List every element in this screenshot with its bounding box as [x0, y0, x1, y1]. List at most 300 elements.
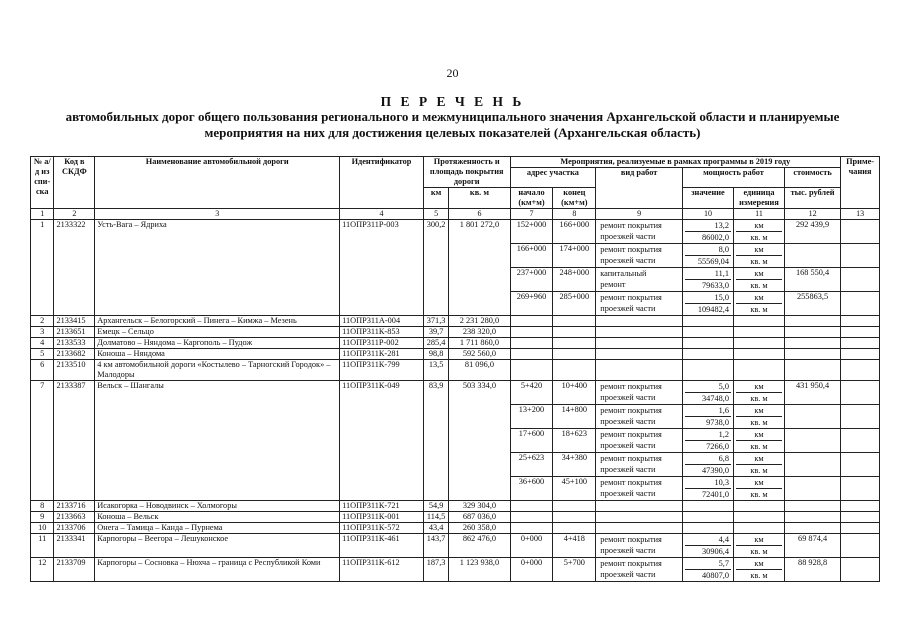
event-cost: [785, 501, 841, 512]
road-identifier: 11ОПР311Р-002: [340, 338, 424, 349]
road-identifier: 11ОПР311К-001: [340, 512, 424, 523]
section-start: 152+000: [510, 220, 553, 244]
unit-km: км: [736, 244, 782, 256]
table-row: [31, 501, 880, 512]
notes-cell: [841, 558, 880, 582]
section-end: 10+400: [553, 381, 596, 405]
work-type: [596, 381, 683, 405]
event-cost: [785, 453, 841, 477]
event-cost: 168 550,4: [785, 268, 841, 292]
header-num: № а/д из спи- ска: [31, 157, 54, 209]
notes-cell: [841, 327, 880, 338]
section-end: [553, 327, 596, 338]
road-length-km: 114,5: [423, 512, 449, 523]
row-number: 10: [31, 523, 54, 534]
event-cost: [785, 244, 841, 268]
notes-cell: [841, 429, 880, 453]
capacity-value: [682, 349, 733, 360]
column-number: 11: [733, 209, 784, 220]
row-number: 4: [31, 338, 54, 349]
table-row: [31, 327, 880, 338]
road-length-km: 371,3: [423, 316, 449, 327]
section-start: [510, 523, 553, 534]
road-identifier: 11ОПР311А-004: [340, 316, 424, 327]
road-area-sqm: 260 358,0: [449, 523, 510, 534]
column-number: 9: [596, 209, 683, 220]
event-cost: 69 874,4: [785, 534, 841, 558]
event-cost: 88 928,8: [785, 558, 841, 582]
capacity-unit: [733, 292, 784, 316]
capacity-value: [682, 453, 733, 477]
header-start: начало (км+м): [510, 188, 553, 209]
road-name: Коноша – Вельск: [95, 512, 340, 523]
column-number: 7: [510, 209, 553, 220]
section-end: 5+700: [553, 558, 596, 582]
capacity-unit: [733, 523, 784, 534]
road-length-km: 143,7: [423, 534, 449, 558]
section-start: [510, 360, 553, 381]
event-cost: [785, 316, 841, 327]
capacity-area: 34748,0: [702, 394, 729, 403]
unit-km: км: [736, 429, 782, 441]
column-number: 6: [449, 209, 510, 220]
road-name: Долматово – Няндома – Каргополь – Пудож: [95, 338, 340, 349]
event-cost: 292 439,9: [785, 220, 841, 244]
road-identifier: 11ОПР311К-461: [340, 534, 424, 558]
road-area-sqm: 1 123 938,0: [449, 558, 510, 582]
capacity-km: 5,0: [685, 381, 731, 393]
road-area-sqm: 81 096,0: [449, 360, 510, 381]
road-identifier: 11ОПР311К-049: [340, 381, 424, 501]
row-number: 11: [31, 534, 54, 558]
event-cost: [785, 429, 841, 453]
header-code: Код в СКДФ: [54, 157, 95, 209]
capacity-km: 5,7: [685, 558, 731, 570]
capacity-value: [682, 381, 733, 405]
capacity-unit: [733, 268, 784, 292]
capacity-km: 1,2: [685, 429, 731, 441]
column-number: 8: [553, 209, 596, 220]
section-start: 166+000: [510, 244, 553, 268]
capacity-area: 109482,4: [697, 305, 729, 314]
event-cost: [785, 405, 841, 429]
unit-km: км: [736, 268, 782, 280]
work-type: [596, 534, 683, 558]
header-unit: единица измерения: [733, 188, 784, 209]
section-end: [553, 360, 596, 381]
capacity-unit: [733, 558, 784, 582]
table-row: [31, 360, 880, 381]
capacity-value: [682, 292, 733, 316]
header-ident: Идентификатор: [340, 157, 424, 209]
capacity-value: [682, 429, 733, 453]
capacity-value: [682, 360, 733, 381]
work-type-line: проезжей части: [600, 489, 656, 498]
unit-km: км: [736, 558, 782, 570]
work-type: [596, 453, 683, 477]
capacity-unit: [733, 405, 784, 429]
notes-cell: [841, 268, 880, 292]
work-type-line: проезжей части: [600, 546, 656, 555]
road-code: 2133322: [54, 220, 95, 316]
row-number: 9: [31, 512, 54, 523]
document-subtitle: автомобильных дорог общего пользования регионального и межмуниципального значения Архангельской области и планируемые мероприятия на них для достижения целевых показателей (Архангельская область): [65, 109, 840, 140]
work-type-line: ремонт покрытия: [600, 406, 662, 415]
table-row: [31, 338, 880, 349]
section-start: [510, 501, 553, 512]
capacity-km: 8,0: [685, 244, 731, 256]
header-address: адрес участка: [510, 168, 596, 188]
row-number: 2: [31, 316, 54, 327]
row-number: 12: [31, 558, 54, 582]
work-type-line: ремонт покрытия: [600, 382, 662, 391]
work-type-line: капитальный: [600, 269, 647, 278]
section-end: 174+000: [553, 244, 596, 268]
section-start: [510, 512, 553, 523]
section-end: 18+623: [553, 429, 596, 453]
road-area-sqm: 687 036,0: [449, 512, 510, 523]
notes-cell: [841, 477, 880, 501]
notes-cell: [841, 453, 880, 477]
unit-sqm: кв. м: [750, 394, 768, 403]
unit-sqm: кв. м: [750, 547, 768, 556]
road-length-km: 285,4: [423, 338, 449, 349]
road-identifier: 11ОПР311К-281: [340, 349, 424, 360]
table-row: [31, 523, 880, 534]
work-type: [596, 523, 683, 534]
header-value: значение: [682, 188, 733, 209]
section-end: [553, 501, 596, 512]
section-start: 5+420: [510, 381, 553, 405]
column-number: 10: [682, 209, 733, 220]
table-row: [31, 349, 880, 360]
event-cost: [785, 512, 841, 523]
column-number: 4: [340, 209, 424, 220]
work-type-line: ремонт покрытия: [600, 221, 662, 230]
road-code: 2133706: [54, 523, 95, 534]
table-row: [31, 220, 880, 244]
work-type-line: ремонт покрытия: [600, 245, 662, 254]
road-identifier: 11ОПР311Р-003: [340, 220, 424, 316]
notes-cell: [841, 338, 880, 349]
notes-cell: [841, 381, 880, 405]
section-end: 248+000: [553, 268, 596, 292]
notes-cell: [841, 292, 880, 316]
section-start: 17+600: [510, 429, 553, 453]
section-end: 34+380: [553, 453, 596, 477]
capacity-value: [682, 405, 733, 429]
road-area-sqm: 1 801 272,0: [449, 220, 510, 316]
work-type: [596, 338, 683, 349]
notes-cell: [841, 512, 880, 523]
capacity-area: 55569,04: [697, 257, 729, 266]
row-number: 3: [31, 327, 54, 338]
capacity-km: 6,8: [685, 453, 731, 465]
road-area-sqm: 503 334,0: [449, 381, 510, 501]
road-area-sqm: 1 711 860,0: [449, 338, 510, 349]
section-end: 4+418: [553, 534, 596, 558]
work-type-line: проезжей части: [600, 465, 656, 474]
work-type: [596, 501, 683, 512]
unit-km: км: [736, 534, 782, 546]
road-length-km: 187,3: [423, 558, 449, 582]
road-area-sqm: 862 476,0: [449, 534, 510, 558]
capacity-unit: [733, 512, 784, 523]
header-capacity: мощность работ: [682, 168, 784, 188]
road-length-km: 13,5: [423, 360, 449, 381]
table-header: [31, 157, 880, 220]
section-end: [553, 512, 596, 523]
header-notes: Приме- чания: [841, 157, 880, 209]
unit-sqm: кв. м: [750, 281, 768, 290]
unit-sqm: кв. м: [750, 418, 768, 427]
table-row: [31, 534, 880, 558]
road-length-km: 54,9: [423, 501, 449, 512]
work-type: [596, 220, 683, 244]
column-number: 12: [785, 209, 841, 220]
header-end: конец (км+м): [553, 188, 596, 209]
road-name: Карпогоры – Веегора – Лешуконское: [95, 534, 340, 558]
road-code: 2133663: [54, 512, 95, 523]
capacity-area: 9738,0: [706, 418, 729, 427]
capacity-unit: [733, 349, 784, 360]
road-name: Исакогорка – Новодвинск – Холмогоры: [95, 501, 340, 512]
event-cost: [785, 327, 841, 338]
unit-km: км: [736, 292, 782, 304]
unit-km: км: [736, 477, 782, 489]
capacity-value: [682, 327, 733, 338]
column-number: 3: [95, 209, 340, 220]
road-length-km: 39,7: [423, 327, 449, 338]
section-end: 166+000: [553, 220, 596, 244]
notes-cell: [841, 523, 880, 534]
table-row: [31, 558, 880, 582]
unit-sqm: кв. м: [750, 490, 768, 499]
unit-sqm: кв. м: [750, 257, 768, 266]
work-type: [596, 405, 683, 429]
work-type-line: ремонт покрытия: [600, 430, 662, 439]
unit-sqm: кв. м: [750, 305, 768, 314]
capacity-unit: [733, 477, 784, 501]
header-work: вид работ: [596, 168, 683, 209]
capacity-unit: [733, 338, 784, 349]
notes-cell: [841, 349, 880, 360]
header-sqm: кв. м: [449, 188, 510, 209]
unit-km: км: [736, 405, 782, 417]
work-type-line: проезжей части: [600, 417, 656, 426]
column-numbers-row: [31, 209, 880, 220]
capacity-value: [682, 512, 733, 523]
road-identifier: 11ОПР311К-853: [340, 327, 424, 338]
section-end: [553, 523, 596, 534]
capacity-km: 11,1: [685, 268, 731, 280]
work-type: [596, 360, 683, 381]
column-number: 5: [423, 209, 449, 220]
notes-cell: [841, 244, 880, 268]
capacity-km: 13,2: [685, 220, 731, 232]
work-type: [596, 327, 683, 338]
road-length-km: 43,4: [423, 523, 449, 534]
work-type-line: проезжей части: [600, 393, 656, 402]
road-code: 2133387: [54, 381, 95, 501]
event-cost: [785, 523, 841, 534]
road-identifier: 11ОПР311К-612: [340, 558, 424, 582]
section-end: 285+000: [553, 292, 596, 316]
work-type: [596, 558, 683, 582]
capacity-value: [682, 534, 733, 558]
work-type: [596, 244, 683, 268]
capacity-area: 86002,0: [702, 233, 729, 242]
work-type: [596, 292, 683, 316]
section-start: 0+000: [510, 558, 553, 582]
capacity-area: 72401,0: [702, 490, 729, 499]
unit-km: км: [736, 381, 782, 393]
row-number: 7: [31, 381, 54, 501]
work-type: [596, 349, 683, 360]
capacity-unit: [733, 453, 784, 477]
road-name: 4 км автомобильной дороги «Костылево – Тарногский Городок» – Малодоры: [95, 360, 340, 381]
capacity-value: [682, 316, 733, 327]
capacity-unit: [733, 381, 784, 405]
road-code: 2133510: [54, 360, 95, 381]
road-area-sqm: 592 560,0: [449, 349, 510, 360]
event-cost: 255863,5: [785, 292, 841, 316]
table-row: [31, 381, 880, 405]
section-start: 0+000: [510, 534, 553, 558]
capacity-unit: [733, 429, 784, 453]
section-start: [510, 338, 553, 349]
capacity-unit: [733, 501, 784, 512]
section-start: [510, 349, 553, 360]
notes-cell: [841, 316, 880, 327]
road-code: 2133533: [54, 338, 95, 349]
work-type-line: ремонт покрытия: [600, 559, 662, 568]
capacity-km: 1,6: [685, 405, 731, 417]
column-number: 13: [841, 209, 880, 220]
capacity-area: 7266,0: [706, 442, 729, 451]
event-cost: [785, 338, 841, 349]
work-type-line: ремонт покрытия: [600, 293, 662, 302]
road-name: Онега – Тамица – Канда – Пурнема: [95, 523, 340, 534]
road-area-sqm: 329 304,0: [449, 501, 510, 512]
header-km: км: [423, 188, 449, 209]
section-end: 14+800: [553, 405, 596, 429]
row-number: 5: [31, 349, 54, 360]
capacity-unit: [733, 244, 784, 268]
work-type: [596, 316, 683, 327]
work-type-line: ремонт покрытия: [600, 535, 662, 544]
unit-sqm: кв. м: [750, 233, 768, 242]
work-type: [596, 512, 683, 523]
capacity-value: [682, 477, 733, 501]
road-name: Архангельск – Белогорский – Пинега – Кимжа – Мезень: [95, 316, 340, 327]
section-end: 45+100: [553, 477, 596, 501]
header-name: Наименование автомобильной дороги: [95, 157, 340, 209]
capacity-value: [682, 244, 733, 268]
section-end: [553, 316, 596, 327]
work-type-line: проезжей части: [600, 232, 656, 241]
capacity-unit: [733, 316, 784, 327]
section-start: [510, 327, 553, 338]
header-length: Протяженность и площадь покрытия дороги: [423, 157, 510, 188]
section-start: 25+623: [510, 453, 553, 477]
road-code: 2133341: [54, 534, 95, 558]
column-number: 1: [31, 209, 54, 220]
road-identifier: 11ОПР311К-572: [340, 523, 424, 534]
header-cost-unit: тыс. рублей: [785, 188, 841, 209]
table-row: [31, 512, 880, 523]
road-name: Карпогоры – Сосновка – Нюхча – граница с Республикой Коми: [95, 558, 340, 582]
section-start: 269+960: [510, 292, 553, 316]
road-length-km: 83,9: [423, 381, 449, 501]
page-number: 20: [446, 66, 459, 80]
capacity-km: 4,4: [685, 534, 731, 546]
road-code: 2133682: [54, 349, 95, 360]
unit-sqm: кв. м: [750, 442, 768, 451]
road-name: Коноша – Няндома: [95, 349, 340, 360]
section-start: [510, 316, 553, 327]
table-body: [31, 220, 880, 582]
capacity-area: 40807,0: [702, 571, 729, 580]
unit-km: км: [736, 453, 782, 465]
capacity-value: [682, 558, 733, 582]
table-row: [31, 316, 880, 327]
section-end: [553, 349, 596, 360]
row-number: 6: [31, 360, 54, 381]
capacity-value: [682, 220, 733, 244]
work-type-line: проезжей части: [600, 256, 656, 265]
work-type: [596, 268, 683, 292]
header-cost: стоимость: [785, 168, 841, 188]
notes-cell: [841, 360, 880, 381]
section-start: 36+600: [510, 477, 553, 501]
section-start: 13+200: [510, 405, 553, 429]
road-code: 2133709: [54, 558, 95, 582]
unit-km: км: [736, 220, 782, 232]
road-area-sqm: 238 320,0: [449, 327, 510, 338]
work-type: [596, 429, 683, 453]
work-type-line: проезжей части: [600, 304, 656, 313]
capacity-area: 47390,0: [702, 466, 729, 475]
capacity-unit: [733, 327, 784, 338]
work-type-line: ремонт: [600, 280, 626, 289]
work-type: [596, 477, 683, 501]
road-length-km: 98,8: [423, 349, 449, 360]
capacity-km: 10,3: [685, 477, 731, 489]
capacity-km: 15,0: [685, 292, 731, 304]
event-cost: 431 950,4: [785, 381, 841, 405]
road-code: 2133651: [54, 327, 95, 338]
road-code: 2133716: [54, 501, 95, 512]
notes-cell: [841, 220, 880, 244]
notes-cell: [841, 405, 880, 429]
capacity-value: [682, 338, 733, 349]
road-length-km: 300,2: [423, 220, 449, 316]
road-identifier: 11ОПР311К-721: [340, 501, 424, 512]
unit-sqm: кв. м: [750, 466, 768, 475]
road-name: Вельск – Шангалы: [95, 381, 340, 501]
section-end: [553, 338, 596, 349]
event-cost: [785, 360, 841, 381]
road-code: 2133415: [54, 316, 95, 327]
work-type-line: проезжей части: [600, 570, 656, 579]
section-start: 237+000: [510, 268, 553, 292]
work-type-line: ремонт покрытия: [600, 478, 662, 487]
capacity-area: 30906,4: [702, 547, 729, 556]
header-events: Мероприятия, реализуемые в рамках программы в 2019 году: [510, 157, 841, 168]
row-number: 8: [31, 501, 54, 512]
work-type-line: проезжей части: [600, 441, 656, 450]
